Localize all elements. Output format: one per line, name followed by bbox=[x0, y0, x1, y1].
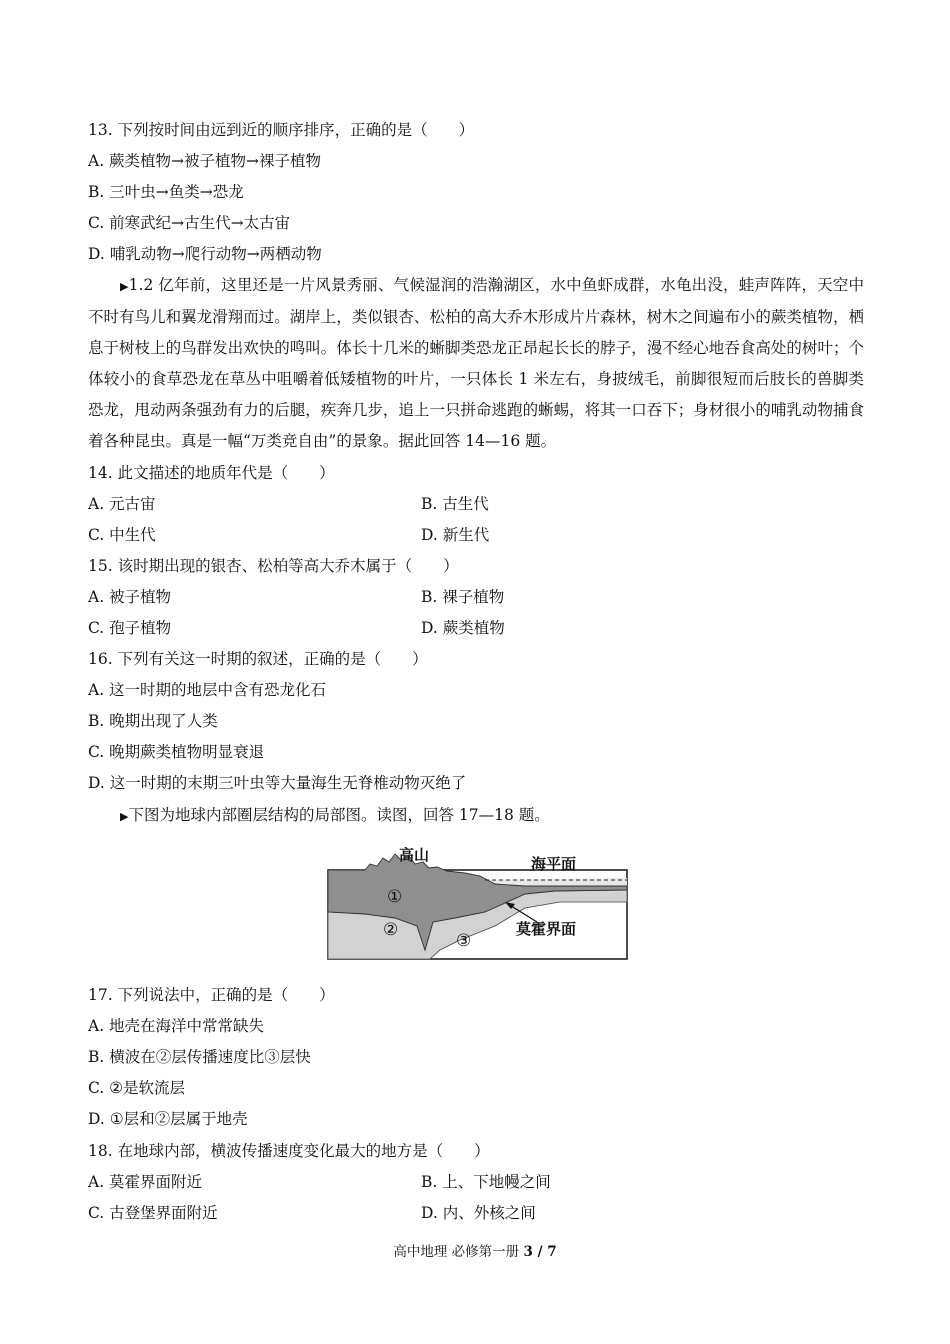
q16-option-a: A. 这一时期的地层中含有恐龙化石 bbox=[88, 681, 327, 699]
q15-option-c: C. 孢子植物 bbox=[88, 619, 172, 637]
q18-option-a: A. 莫霍界面附近 bbox=[88, 1173, 203, 1191]
q17-option-d: D. ①层和②层属于地壳 bbox=[88, 1110, 248, 1128]
q14-option-d: D. 新生代 bbox=[421, 526, 490, 544]
layer-3-label: ③ bbox=[456, 931, 472, 951]
q15-stem: 15. 该时期出现的银杏、松柏等高大乔木属于（ ） bbox=[88, 557, 459, 575]
figure-intro bbox=[120, 805, 550, 827]
q13-option-a: A. 蕨类植物→被子植物→裸子植物 bbox=[88, 152, 322, 170]
q13-option-c: C. 前寒武纪→古生代→太古宙 bbox=[88, 214, 291, 232]
q17-option-a: A. 地壳在海洋中常常缺失 bbox=[88, 1017, 265, 1035]
page-number: 3 / 7 bbox=[523, 1244, 557, 1260]
passage-paragraph bbox=[88, 270, 864, 457]
q13-option-d: D. 哺乳动物→爬行动物→两栖动物 bbox=[88, 245, 322, 263]
layer-2-label: ② bbox=[383, 920, 399, 940]
layer-1-label: ① bbox=[387, 887, 403, 907]
earth-structure-diagram bbox=[325, 840, 630, 962]
q18-stem: 18. 在地球内部，横波传播速度变化最大的地方是（ ） bbox=[88, 1142, 490, 1160]
triangle-marker-icon: ▶ bbox=[120, 280, 129, 293]
footer-course: 高中地理 必修第一册 bbox=[393, 1244, 524, 1260]
sea-level-label: 海平面 bbox=[531, 855, 577, 873]
passage-text: 1.2 亿年前，这里还是一片风景秀丽、气候湿润的浩瀚湖区，水中鱼虾成群，水龟出没，蛙声阵阵，天空中不时有鸟儿和翼龙滑翔而过。湖岸上，类似银杏、松柏的高大乔木形成片片森林，树木之间遍布小的蕨类植物，栖息于树枝上的鸟群发出欢快的鸣叫。体长十几米的蜥脚类恐龙正昂起长长的脖子，漫不经心地吞食高处的树叶；个体较小的食草恐龙在草丛中咀嚼着低矮植物的叶片，一只体长 1 米左右，身披绒毛，前脚很短而后肢长的兽脚类恐龙，甩动两条强劲有力的后腿，疾奔几步，追上一只拼命逃跑的蜥蜴，将其一口吞下；身材很小的哺乳动物捕食着各种昆虫。真是一幅“万类竞自由”的景象。据此回答 14—16 题。 bbox=[88, 276, 864, 450]
earth-structure-figure bbox=[325, 840, 630, 962]
q15-option-a: A. 被子植物 bbox=[88, 588, 172, 606]
q16-option-c: C. 晚期蕨类植物明显衰退 bbox=[88, 743, 265, 761]
figure-intro-text: 下图为地球内部圈层结构的局部图。读图，回答 17—18 题。 bbox=[128, 806, 550, 824]
q16-stem: 16. 下列有关这一时期的叙述，正确的是（ ） bbox=[88, 650, 428, 668]
page-footer bbox=[0, 1242, 950, 1262]
q13-option-b: B. 三叶虫→鱼类→恐龙 bbox=[88, 183, 244, 201]
q13-stem: 13. 下列按时间由远到近的顺序排序，正确的是（ ） bbox=[88, 121, 475, 139]
q18-option-b: B. 上、下地幔之间 bbox=[421, 1173, 551, 1191]
q15-option-b: B. 裸子植物 bbox=[421, 588, 505, 606]
mountain-label: 高山 bbox=[399, 846, 430, 864]
q14-option-b: B. 古生代 bbox=[421, 495, 489, 513]
q17-stem: 17. 下列说法中，正确的是（ ） bbox=[88, 986, 335, 1004]
q17-option-c: C. ②是软流层 bbox=[88, 1079, 186, 1097]
q16-option-d: D. 这一时期的末期三叶虫等大量海生无脊椎动物灭绝了 bbox=[88, 774, 467, 792]
moho-label: 莫霍界面 bbox=[516, 920, 577, 938]
q18-option-c: C. 古登堡界面附近 bbox=[88, 1204, 218, 1222]
q14-option-c: C. 中生代 bbox=[88, 526, 156, 544]
q14-stem: 14. 此文描述的地质年代是（ ） bbox=[88, 464, 335, 482]
q15-option-d: D. 蕨类植物 bbox=[421, 619, 505, 637]
q14-option-a: A. 元古宙 bbox=[88, 495, 156, 513]
q18-option-d: D. 内、外核之间 bbox=[421, 1204, 536, 1222]
q16-option-b: B. 晚期出现了人类 bbox=[88, 712, 218, 730]
triangle-marker-icon: ▶ bbox=[120, 810, 129, 823]
q17-option-b: B. 横波在②层传播速度比③层快 bbox=[88, 1048, 311, 1066]
